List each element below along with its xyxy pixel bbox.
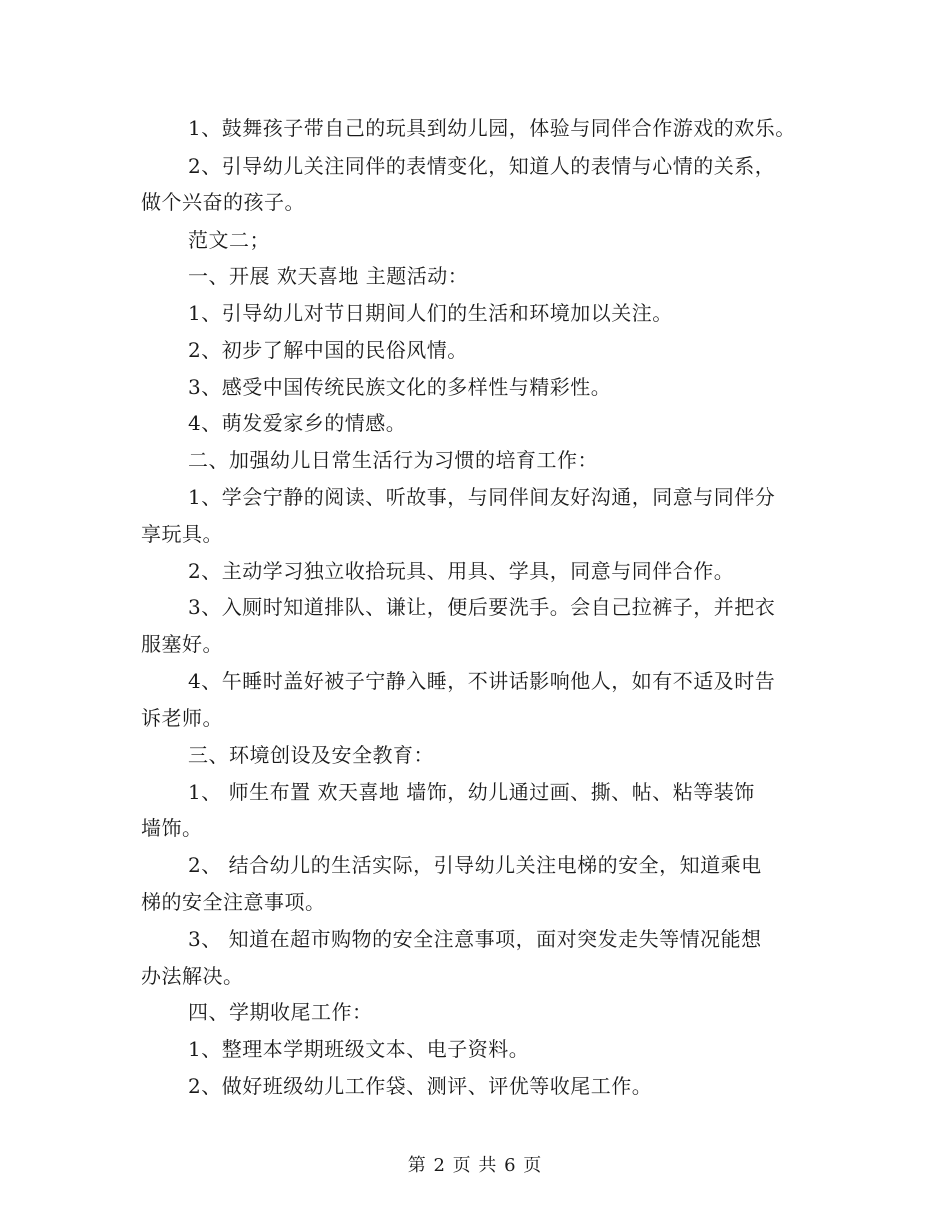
text-line: 2、 结合幼儿的生活实际，引导幼儿关注电梯的安全，知道乘电: [188, 853, 762, 877]
text-line: 1、引导幼儿对节日期间人们的生活和环境加以关注。: [188, 301, 673, 325]
text-line: 梯的安全注意事项。: [141, 890, 326, 914]
section-heading: 四、学期收尾工作：: [188, 1000, 373, 1024]
text-line: 4、萌发爱家乡的情感。: [188, 411, 407, 435]
text-line: 办法解决。: [141, 964, 244, 988]
text-line: 3、感受中国传统民族文化的多样性与精彩性。: [188, 375, 612, 399]
text-line: 3、入厕时知道排队、谦让，便后要洗手。会自己拉裤子，并把衣: [188, 595, 776, 619]
page-footer: 第 2 页 共 6 页: [407, 1155, 543, 1176]
text-line: 2、做好班级幼儿工作袋、测评、评优等收尾工作。: [188, 1074, 653, 1098]
text-line: 2、引导幼儿关注同伴的表情变化，知道人的表情与心情的关系，: [188, 154, 776, 178]
text-line: 服塞好。: [141, 632, 223, 656]
text-line: 墙饰。: [141, 816, 203, 840]
text-line: 4、午睡时盖好被子宁静入睡，不讲话影响他人，如有不适及时告: [188, 669, 776, 693]
section-heading: 二、加强幼儿日常生活行为习惯的培育工作：: [188, 448, 598, 472]
text-line: 1、整理本学期班级文本、电子资料。: [188, 1037, 530, 1061]
text-line: 2、初步了解中国的民俗风情。: [188, 338, 468, 362]
text-line: 1、鼓舞孩子带自己的玩具到幼儿园，体验与同伴合作游戏的欢乐。: [188, 116, 796, 140]
text-line: 1、学会宁静的阅读、听故事，与同伴间友好沟通，同意与同伴分: [188, 485, 776, 509]
text-line: 2、主动学习独立收拾玩具、用具、学具，同意与同伴合作。: [188, 559, 735, 583]
text-line: 1、 师生布置 欢天喜地 墙饰，幼儿通过画、撕、帖、粘等装饰: [188, 780, 755, 804]
section-heading: 三、环境创设及安全教育：: [188, 743, 434, 767]
text-line: 诉老师。: [141, 706, 223, 730]
text-line: 3、 知道在超市购物的安全注意事项，面对突发走失等情况能想: [188, 927, 762, 951]
text-line: 范文二；: [188, 228, 270, 252]
text-line: 做个兴奋的孩子。: [141, 190, 305, 214]
text-line: 享玩具。: [141, 522, 223, 546]
section-heading: 一、开展 欢天喜地 主题活动：: [188, 264, 469, 288]
